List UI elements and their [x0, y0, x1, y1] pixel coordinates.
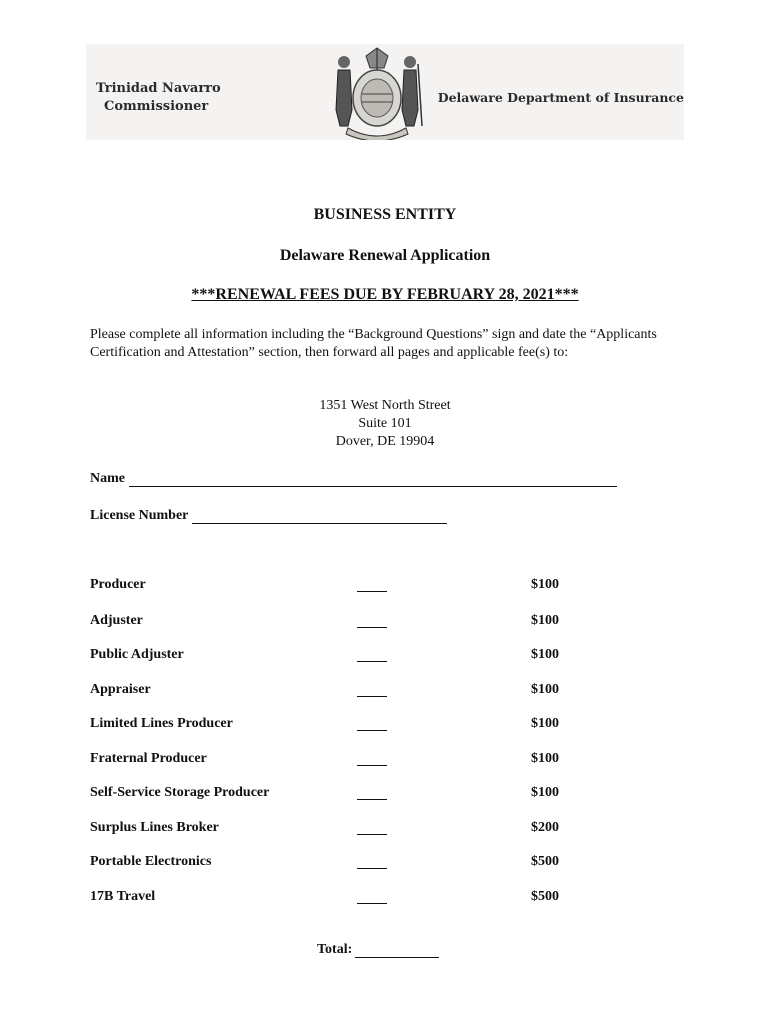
fee-row-adjuster: [0, 613, 770, 633]
fee-amount: $100: [531, 647, 559, 662]
instructions-paragraph: Please complete all information including the “Background Questions” sign and date the “Applicants Certification and Attestation” section, then forward all pages and applicable fee(s) to:: [90, 327, 657, 360]
renewal-deadline: [0, 286, 770, 304]
total-label: Total:: [317, 942, 353, 957]
fee-label: Limited Lines Producer: [90, 716, 233, 731]
state-seal-icon: [322, 44, 432, 140]
mailing-address: [0, 397, 770, 451]
fee-check-field[interactable]: [357, 591, 387, 592]
license-field-row: [90, 508, 447, 524]
fee-label: Portable Electronics: [90, 854, 212, 869]
fee-check-field[interactable]: [357, 661, 387, 662]
license-number-label: License Number: [90, 508, 189, 523]
fee-amount: $500: [531, 889, 559, 904]
fee-amount: $100: [531, 716, 559, 731]
total-field[interactable]: [355, 943, 439, 958]
department-name: Delaware Department of Insurance: [437, 90, 684, 105]
fee-label: 17B Travel: [90, 889, 156, 904]
fee-row-17b-travel: [0, 889, 770, 909]
fee-amount: $100: [531, 577, 559, 592]
letterhead: [86, 44, 684, 140]
name-label: Name: [90, 471, 125, 486]
fee-label: Self-Service Storage Producer: [90, 785, 270, 800]
fee-check-field[interactable]: [357, 903, 387, 904]
total-row: [317, 942, 439, 958]
address-line-2: Suite 101: [358, 416, 412, 431]
fee-check-field[interactable]: [357, 696, 387, 697]
name-field-row: [90, 471, 617, 487]
fee-label: Appraiser: [90, 682, 151, 697]
name-field[interactable]: [129, 472, 617, 487]
license-number-field[interactable]: [192, 509, 447, 524]
commissioner-title: Commissioner: [104, 99, 209, 114]
fee-label: Public Adjuster: [90, 647, 184, 662]
fee-amount: $500: [531, 854, 559, 869]
address-line-3: Dover, DE 19904: [335, 434, 435, 449]
fee-amount: $100: [531, 682, 559, 697]
fee-check-field[interactable]: [357, 627, 387, 628]
fee-amount: $200: [531, 820, 559, 835]
fee-row-surplus-lines-broker: [0, 820, 770, 840]
fee-label: Fraternal Producer: [90, 751, 207, 766]
commissioner-block: [96, 80, 221, 116]
fee-row-appraiser: [0, 682, 770, 702]
commissioner-name: Trinidad Navarro: [96, 81, 221, 96]
fee-label: Surplus Lines Broker: [90, 820, 219, 835]
fee-check-field[interactable]: [357, 765, 387, 766]
fee-amount: $100: [531, 785, 559, 800]
address-line-1: 1351 West North Street: [319, 398, 451, 413]
document-subtitle: Delaware Renewal Application: [279, 247, 491, 264]
fee-label: Adjuster: [90, 613, 143, 628]
fee-amount: $100: [531, 751, 559, 766]
fee-label: Producer: [90, 577, 146, 592]
fee-row-fraternal-producer: [0, 751, 770, 771]
fee-row-limited-lines-producer: [0, 716, 770, 736]
fee-check-field[interactable]: [357, 730, 387, 731]
fee-amount: $100: [531, 613, 559, 628]
fee-row-self-service-storage-producer: [0, 785, 770, 805]
fee-check-field[interactable]: [357, 799, 387, 800]
fee-check-field[interactable]: [357, 834, 387, 835]
document-title: BUSINESS ENTITY: [313, 206, 457, 223]
fee-row-producer: [0, 577, 770, 597]
fee-row-public-adjuster: [0, 647, 770, 667]
fee-row-portable-electronics: [0, 854, 770, 874]
fee-check-field[interactable]: [357, 868, 387, 869]
renewal-deadline-text: ***RENEWAL FEES DUE BY FEBRUARY 28, 2021***: [191, 286, 579, 303]
